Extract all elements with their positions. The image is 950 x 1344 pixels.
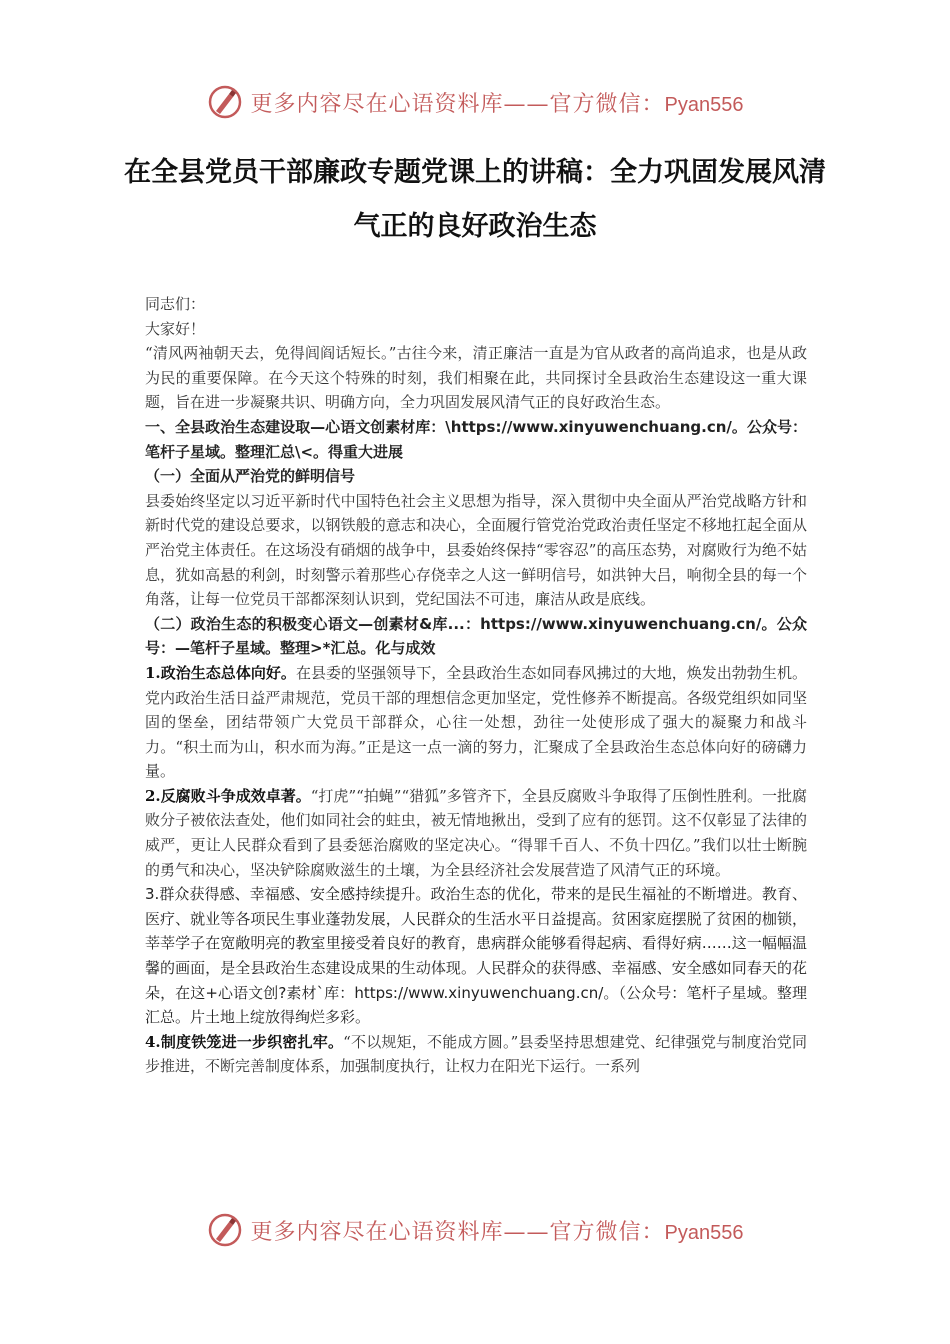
subsection-heading: （二）政治生态的积极变心语文—创素材&库...：https://www.xinyuwenchuang.cn/。公众号：—笔杆子星域。整理>*汇总。化与成效 xyxy=(145,614,807,658)
list-item: 2.反腐败斗争成效卓著。“打虎”“拍蝇”“猎狐”多管齐下，全县反腐败斗争取得了压倒性胜利。一批腐败分子被依法查处，他们如同社会的蛀虫，被无情地揪出，受到了应有的惩罚。这不仅彰显了法律的威严，更让人民群众看到了县委惩治腐败的坚定决心。“得罪千百人、不负十四亿。”我们以壮士断腕的勇气和决心，坚决铲除腐败滋生的土壤，为全县经济社会发展营造了风清气正的环境。 xyxy=(145,786,807,879)
pen-circle-logo-icon xyxy=(207,84,243,120)
list-item: 1.政治生态总体向好。在县委的坚强领导下，全县政治生态如同春风拂过的大地，焕发出勃勃生机。党内政治生活日益严肃规范，党员干部的理想信念更加坚定，党性修养不断提高。各级党组织如同坚固的堡垒，团结带领广大党员干部群众，心往一处想，劲往一处使形成了强大的凝聚力和战斗力。“积土而为山，积水而为海。”正是这一点一滴的努力，汇聚成了全县政治生态总体向好的磅礴力量。 xyxy=(145,663,807,781)
list-item: 3.群众获得感、幸福感、安全感持续提升。政治生态的优化，带来的是民生福祉的不断增进。教育、医疗、就业等各项民生事业蓬勃发展，人民群众的生活水平日益提高。贫困家庭摆脱了贫困的枷锁，莘莘学子在宽敞明亮的教室里接受着良好的教育，患病群众能够看得起病、看得好病……这一幅幅温馨的画面，是全县政治生态建设成果的生动体现。人民群众的获得感、幸福感、安全感如同春天的花朵，在这+心语文创?素材`库：https://www.xinyuwenchuang.cn/。（公众号：笔杆子星域。整理汇总。片土地上绽放得绚烂多彩。 xyxy=(145,885,807,1027)
pen-circle-logo-icon xyxy=(207,1212,243,1248)
section-heading: 一、全县政治生态建设取—心语文创素材库：\https://www.xinyuwenchuang.cn/。公众号：笔杆子星域。整理汇总\<。得重大进展 xyxy=(145,417,807,461)
intro-paragraph: “清风两袖朝天去，免得闾阎话短长。”古往今来，清正廉洁一直是为官从政者的高尚追求，也是从政为民的重要保障。在今天这个特殊的时刻，我们相聚在此，共同探讨全县政治生态建设这一重大课题，旨在进一步凝聚共识、明确方向，全力巩固发展风清气正的良好政治生态。 xyxy=(145,344,807,412)
greeting: 大家好！ xyxy=(145,319,206,338)
watermark-text: 更多内容尽在心语资料库——官方微信：Pyan556 xyxy=(250,91,744,117)
footer-watermark xyxy=(0,1210,950,1250)
greeting: 同志们： xyxy=(145,295,206,313)
watermark-text: 更多内容尽在心语资料库——官方微信：Pyan556 xyxy=(250,1219,744,1245)
document-title: 在全县党员干部廉政专题党课上的讲稿：全力巩固发展风清气正的良好政治生态 xyxy=(124,157,826,242)
body-paragraph: 县委始终坚定以习近平新时代中国特色社会主义思想为指导，深入贯彻中央全面从严治党战略方针和新时代党的建设总要求，以钢铁般的意志和决心，全面履行管党治党政治责任坚定不移地扛起全面从严治党主体责任。在这场没有硝烟的战争中，县委始终保持“零容忍”的高压态势，对腐败行为绝不姑息，犹如高悬的利剑，时刻警示着那些心存侥幸之人这一鲜明信号，如洪钟大吕，响彻全县的每一个角落，让每一位党员干部都深刻认识到，党纪国法不可违，廉洁从政是底线。 xyxy=(145,491,807,609)
document-body xyxy=(145,292,807,1079)
subsection-heading: （一）全面从严治党的鲜明信号 xyxy=(145,467,356,486)
header-watermark xyxy=(0,82,950,122)
list-item: 4.制度铁笼进一步织密扎牢。“不以规矩，不能成方圆。”县委坚持思想建党、纪律强党与制度治党同步推进，不断完善制度体系，加强制度执行，让权力在阳光下运行。一系列 xyxy=(145,1032,807,1076)
